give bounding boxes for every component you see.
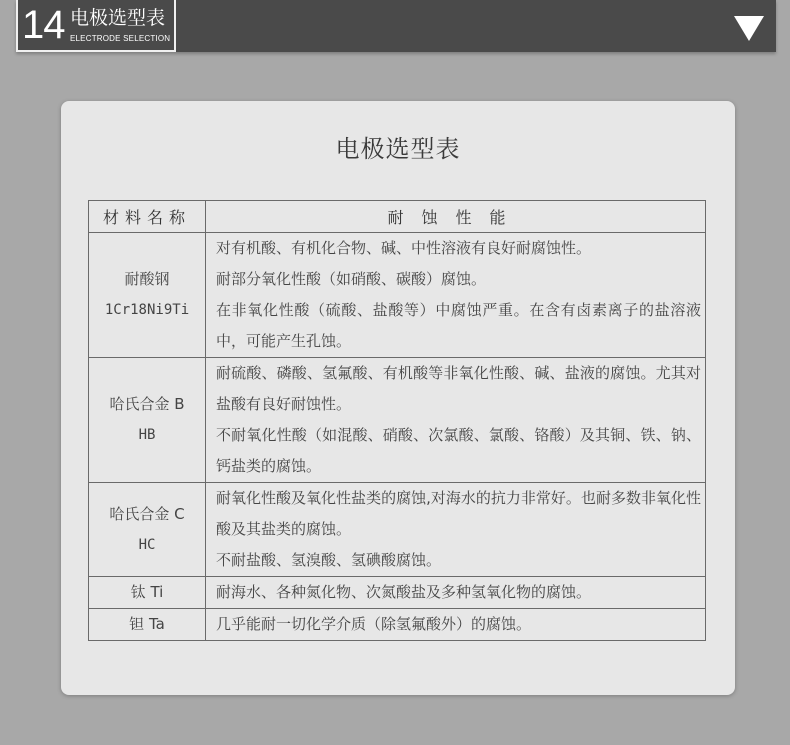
performance-line: 耐硫酸、磷酸、氢氟酸、有机酸等非氧化性酸、碱、盐液的腐蚀。尤其对盐酸有良好耐蚀性。 <box>216 364 701 413</box>
performance-line: 不耐盐酸、氢溴酸、氢碘酸腐蚀。 <box>216 551 442 569</box>
section-subtitle: ELECTRODE SELECTION <box>70 34 171 43</box>
section-number: 14 <box>22 3 65 47</box>
card-title: 电极选型表 <box>335 135 461 163</box>
performance-line: 对有机酸、有机化合物、碱、中性溶液有良好耐腐蚀性。 <box>216 239 592 257</box>
performance-line: 耐氧化性酸及氧化性盐类的腐蚀,对海水的抗力非常好。也耐多数非氧化性酸及其盐类的腐蚀。 <box>216 489 701 538</box>
material-name: 哈氏合金 C <box>109 504 185 523</box>
material-name-cell <box>89 609 206 641</box>
performance-cell <box>206 483 706 577</box>
table-row <box>89 233 706 358</box>
material-name-cell <box>89 577 206 609</box>
performance-cell <box>206 358 706 483</box>
material-name: 钛 Ti <box>130 583 164 601</box>
table-row <box>89 609 706 641</box>
performance-line: 耐海水、各种氮化物、次氮酸盐及多种氢氧化物的腐蚀。 <box>216 583 592 601</box>
column-header-material: 材料名称 <box>89 201 206 233</box>
material-name: 哈氏合金 B <box>109 395 185 413</box>
performance-cell <box>206 609 706 641</box>
table-row <box>89 358 706 483</box>
material-name-cell <box>89 483 206 577</box>
performance-cell <box>206 577 706 609</box>
material-name: 耐酸钢 <box>124 270 170 288</box>
material-code: HC <box>138 536 156 553</box>
material-code: HB <box>138 427 156 443</box>
material-name-cell <box>89 358 206 483</box>
column-header-performance: 耐蚀性能 <box>206 201 706 233</box>
performance-line: 耐部分氧化性酸（如硝酸、碳酸）腐蚀。 <box>216 270 487 288</box>
material-name-cell <box>89 233 206 358</box>
section-title: 电极选型表 <box>70 7 166 29</box>
electrode-selection-table <box>88 200 706 641</box>
table-row <box>89 577 706 609</box>
material-name: 钽 Ta <box>129 615 165 633</box>
section-label <box>16 0 176 52</box>
material-code: 1Cr18Ni9Ti <box>104 302 190 318</box>
triangle-down-icon[interactable] <box>734 16 764 41</box>
table-header-row <box>89 201 706 233</box>
performance-cell <box>206 233 706 358</box>
table-row <box>89 483 706 577</box>
content-card <box>61 101 735 695</box>
performance-line: 在非氧化性酸（硫酸、盐酸等）中腐蚀严重。在含有卤素离子的盐溶液中，可能产生孔蚀。 <box>216 301 701 350</box>
performance-line: 几乎能耐一切化学介质（除氢氟酸外）的腐蚀。 <box>216 615 532 633</box>
performance-line: 不耐氧化性酸（如混酸、硝酸、次氯酸、氯酸、铬酸）及其铜、铁、钠、钙盐类的腐蚀。 <box>216 426 701 475</box>
section-header <box>16 0 776 52</box>
